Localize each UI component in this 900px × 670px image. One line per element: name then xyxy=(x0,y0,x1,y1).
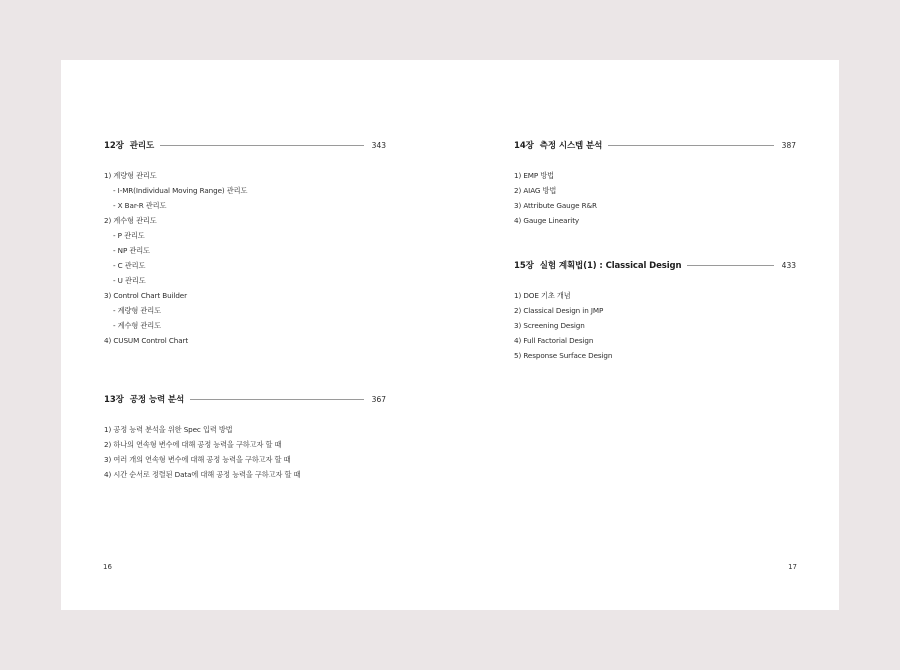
toc-item: 1) DOE 기초 개념 xyxy=(514,291,571,300)
toc-item: 4) 시간 순서로 정렬된 Data에 대해 공정 능력을 구하고자 할 때 xyxy=(104,470,301,479)
toc-subitem: - P 관리도 xyxy=(113,231,145,240)
leader-rule xyxy=(190,399,364,400)
chapter-number: 12장 xyxy=(104,141,124,151)
book-spread xyxy=(61,60,839,610)
toc-item: 4) Full Factorial Design xyxy=(514,336,594,345)
toc-subitem: - X Bar-R 관리도 xyxy=(113,201,167,210)
chapter-title xyxy=(514,259,681,271)
chapter-page-number: 343 xyxy=(371,140,386,150)
toc-item: 2) Classical Design in JMP xyxy=(514,306,604,315)
toc-subitem: - C 관리도 xyxy=(113,261,146,270)
toc-subitem: - NP 관리도 xyxy=(113,246,150,255)
left-page-number: 16 xyxy=(103,563,112,571)
chapter-heading xyxy=(514,258,796,272)
toc-item: 3) 여러 개의 연속형 변수에 대해 공정 능력을 구하고자 할 때 xyxy=(104,455,291,464)
toc-list xyxy=(514,168,796,228)
toc-item: 1) 계량형 관리도 xyxy=(104,171,157,180)
leader-rule xyxy=(687,265,773,266)
toc-item: 5) Response Surface Design xyxy=(514,351,613,360)
chapter-name: 측정 시스템 분석 xyxy=(539,141,603,151)
chapter-number: 14장 xyxy=(514,141,534,151)
leader-rule xyxy=(160,145,364,146)
toc-list xyxy=(104,168,386,348)
chapter-name: 관리도 xyxy=(129,141,155,151)
toc-item: 4) CUSUM Control Chart xyxy=(104,336,189,345)
chapter-page-number: 387 xyxy=(781,140,796,150)
chapter-name: 공정 능력 분석 xyxy=(129,395,185,405)
chapter-12 xyxy=(104,138,386,348)
toc-item: 3) Attribute Gauge R&R xyxy=(514,201,597,210)
chapter-heading xyxy=(514,138,796,152)
toc-subitem: - U 관리도 xyxy=(113,276,146,285)
chapter-title xyxy=(104,139,154,151)
chapter-number: 13장 xyxy=(104,395,124,405)
toc-list xyxy=(514,288,796,363)
toc-item: 1) 공정 능력 분석을 위한 Spec 입력 방법 xyxy=(104,425,233,434)
chapter-number: 15장 xyxy=(514,261,534,271)
chapter-page-number: 367 xyxy=(371,394,386,404)
chapter-name: 실험 계획법(1) : Classical Design xyxy=(539,261,682,271)
toc-item: 2) 하나의 연속형 변수에 대해 공정 능력을 구하고자 할 때 xyxy=(104,440,282,449)
chapter-13 xyxy=(104,392,386,482)
toc-item: 4) Gauge Linearity xyxy=(514,216,580,225)
chapter-page-number: 433 xyxy=(781,260,796,270)
toc-item: 3) Screening Design xyxy=(514,321,585,330)
chapter-heading xyxy=(104,138,386,152)
toc-subitem: - 계수형 관리도 xyxy=(113,321,161,330)
toc-list xyxy=(104,422,386,482)
chapter-title xyxy=(514,139,602,151)
toc-item: 2) 계수형 관리도 xyxy=(104,216,157,225)
chapter-14 xyxy=(514,138,796,228)
chapter-heading xyxy=(104,392,386,406)
right-page-number: 17 xyxy=(788,563,797,571)
toc-item: 3) Control Chart Builder xyxy=(104,291,187,300)
toc-subitem: - 계량형 관리도 xyxy=(113,306,161,315)
leader-rule xyxy=(608,145,773,146)
chapter-title xyxy=(104,393,184,405)
toc-subitem: - I-MR(Individual Moving Range) 관리도 xyxy=(113,186,248,195)
toc-item: 1) EMP 방법 xyxy=(514,171,555,180)
chapter-15 xyxy=(514,258,796,363)
toc-item: 2) AIAG 방법 xyxy=(514,186,557,195)
